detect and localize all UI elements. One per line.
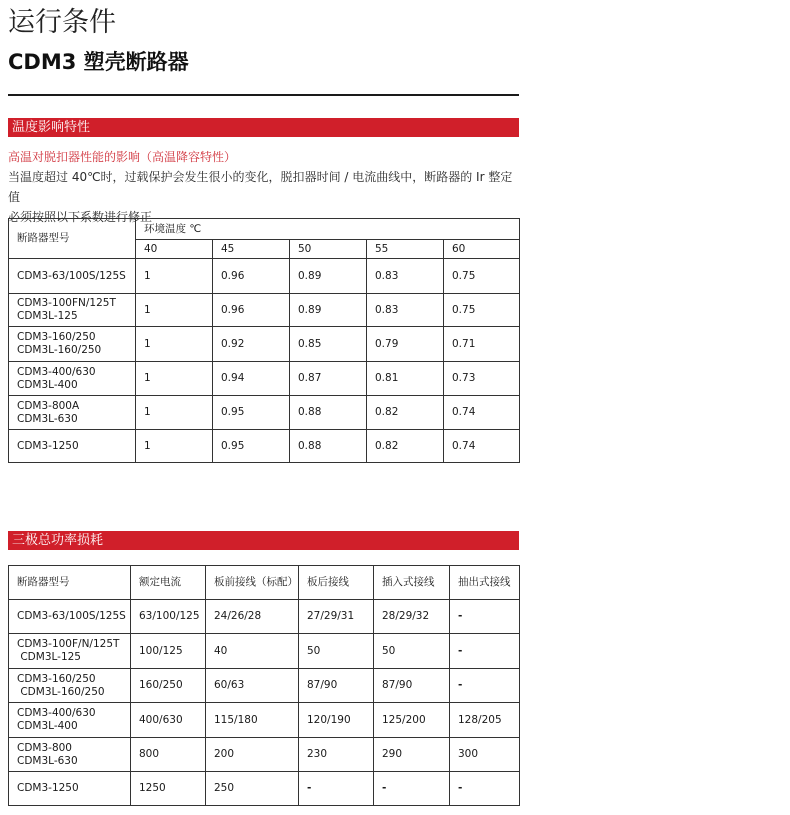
current-cell: 100/125 xyxy=(131,634,206,669)
table-row xyxy=(9,294,520,327)
column-header: 额定电流 xyxy=(131,566,206,600)
page-subtitle: CDM3 塑壳断路器 xyxy=(8,50,189,74)
factor-cell: 0.94 xyxy=(213,362,290,396)
rear-cell: 50 xyxy=(299,634,374,669)
front-cell: 115/180 xyxy=(206,703,299,738)
plugin-cell: 125/200 xyxy=(374,703,450,738)
desc-line-2: 必须按照以下系数进行修正 xyxy=(8,210,153,224)
factor-cell: 0.79 xyxy=(367,327,444,362)
drawout-cell: 300 xyxy=(450,738,520,772)
factor-cell: 1 xyxy=(136,396,213,430)
model-cell: CDM3-100FN/125T CDM3L-125 xyxy=(9,294,136,327)
table-row xyxy=(9,259,520,294)
factor-cell: 0.73 xyxy=(444,362,520,396)
factor-cell: 0.83 xyxy=(367,259,444,294)
rear-cell: 230 xyxy=(299,738,374,772)
column-header: 板前接线（标配） xyxy=(206,566,299,600)
factor-cell: 0.87 xyxy=(290,362,367,396)
power-loss-table xyxy=(8,565,520,806)
plugin-cell: 28/29/32 xyxy=(374,600,450,634)
factor-cell: 1 xyxy=(136,294,213,327)
model-cell: CDM3-63/100S/125S xyxy=(9,600,131,634)
header-row xyxy=(9,566,520,600)
current-cell: 400/630 xyxy=(131,703,206,738)
model-cell: CDM3-800A CDM3L-630 xyxy=(9,396,136,430)
table-row xyxy=(9,396,520,430)
current-cell: 800 xyxy=(131,738,206,772)
table-row xyxy=(9,600,520,634)
model-cell: CDM3-800 CDM3L-630 xyxy=(9,738,131,772)
factor-cell: 0.85 xyxy=(290,327,367,362)
column-header: 插入式接线 xyxy=(374,566,450,600)
rear-cell: 120/190 xyxy=(299,703,374,738)
table-row xyxy=(9,327,520,362)
drawout-cell: - xyxy=(450,669,520,703)
factor-cell: 0.74 xyxy=(444,430,520,463)
column-header: 抽出式接线 xyxy=(450,566,520,600)
temp-section-bar: 温度影响特性 xyxy=(8,118,519,137)
rear-cell: - xyxy=(299,772,374,806)
front-cell: 24/26/28 xyxy=(206,600,299,634)
rear-cell: 27/29/31 xyxy=(299,600,374,634)
factor-cell: 0.92 xyxy=(213,327,290,362)
temp-col: 55 xyxy=(367,240,444,259)
temp-col: 45 xyxy=(213,240,290,259)
factor-cell: 0.83 xyxy=(367,294,444,327)
current-cell: 160/250 xyxy=(131,669,206,703)
table-row xyxy=(9,669,520,703)
rear-cell: 87/90 xyxy=(299,669,374,703)
drawout-cell: - xyxy=(450,772,520,806)
temp-section-subtitle: 高温对脱扣器性能的影响（高温降容特性） xyxy=(8,150,237,164)
title-divider xyxy=(8,94,519,96)
drawout-cell: - xyxy=(450,634,520,669)
plugin-cell: 87/90 xyxy=(374,669,450,703)
loss-section-bar: 三极总功率损耗 xyxy=(8,531,519,550)
table-row xyxy=(9,430,520,463)
front-cell: 60/63 xyxy=(206,669,299,703)
factor-cell: 0.96 xyxy=(213,294,290,327)
drawout-cell: - xyxy=(450,600,520,634)
model-header: 断路器型号 xyxy=(9,219,136,259)
factor-cell: 0.75 xyxy=(444,294,520,327)
column-header: 板后接线 xyxy=(299,566,374,600)
temp-col: 50 xyxy=(290,240,367,259)
factor-cell: 0.74 xyxy=(444,396,520,430)
model-cell: CDM3-160/250 CDM3L-160/250 xyxy=(9,327,136,362)
factor-cell: 0.82 xyxy=(367,430,444,463)
table-row xyxy=(9,772,520,806)
factor-cell: 0.95 xyxy=(213,396,290,430)
current-cell: 1250 xyxy=(131,772,206,806)
plugin-cell: 50 xyxy=(374,634,450,669)
temp-col: 40 xyxy=(136,240,213,259)
drawout-cell: 128/205 xyxy=(450,703,520,738)
table-row xyxy=(9,738,520,772)
factor-cell: 0.89 xyxy=(290,259,367,294)
page-title: 运行条件 xyxy=(8,7,116,38)
factor-cell: 0.81 xyxy=(367,362,444,396)
factor-cell: 0.82 xyxy=(367,396,444,430)
model-cell: CDM3-1250 xyxy=(9,772,131,806)
plugin-cell: - xyxy=(374,772,450,806)
column-header: 断路器型号 xyxy=(9,566,131,600)
factor-cell: 0.88 xyxy=(290,396,367,430)
model-cell: CDM3-63/100S/125S xyxy=(9,259,136,294)
factor-cell: 1 xyxy=(136,362,213,396)
factor-cell: 1 xyxy=(136,430,213,463)
front-cell: 250 xyxy=(206,772,299,806)
table-row xyxy=(9,634,520,669)
model-cell: CDM3-400/630 CDM3L-400 xyxy=(9,362,136,396)
plugin-cell: 290 xyxy=(374,738,450,772)
model-cell: CDM3-160/250 CDM3L-160/250 xyxy=(9,669,131,703)
factor-cell: 0.71 xyxy=(444,327,520,362)
factor-cell: 0.75 xyxy=(444,259,520,294)
temp-col: 60 xyxy=(444,240,520,259)
factor-cell: 0.88 xyxy=(290,430,367,463)
model-cell: CDM3-1250 xyxy=(9,430,136,463)
factor-cell: 0.95 xyxy=(213,430,290,463)
front-cell: 40 xyxy=(206,634,299,669)
temperature-derating-table xyxy=(8,218,520,463)
factor-cell: 0.96 xyxy=(213,259,290,294)
model-cell: CDM3-400/630 CDM3L-400 xyxy=(9,703,131,738)
current-cell: 63/100/125 xyxy=(131,600,206,634)
model-cell: CDM3-100F/N/125T CDM3L-125 xyxy=(9,634,131,669)
front-cell: 200 xyxy=(206,738,299,772)
factor-cell: 0.89 xyxy=(290,294,367,327)
factor-cell: 1 xyxy=(136,327,213,362)
table-row xyxy=(9,703,520,738)
desc-line-1: 当温度超过 40℃时，过载保护会发生很小的变化，脱扣器时间 / 电流曲线中，断路器的 Ir 整定值 xyxy=(8,170,513,204)
factor-cell: 1 xyxy=(136,259,213,294)
table-row xyxy=(9,362,520,396)
temperature-header: 环境温度 ℃ xyxy=(136,219,520,240)
